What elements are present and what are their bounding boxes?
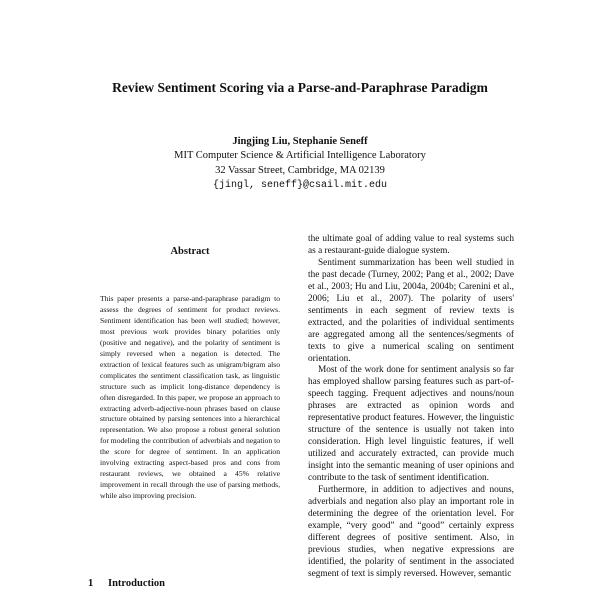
right-column-body [308,234,514,581]
introduction-heading [88,578,165,589]
author-email: {jingl, seneff}@csail.mit.edu [212,180,388,191]
paragraph-adverbials-negation: Furthermore, in addition to adjectives and nouns, adverbials and negation also play an important role in determining the degree of the orientation level. For example, “very good” and “good” certainly express different degrees of positive sentiment. Also, in previous studies, when negative expressions are identified, the polarity of sentiment in the associated segment of text is simply reversed. However, semantic [308,485,514,579]
paper-title: Review Sentiment Scoring via a Parse-and-Paraphrase Paradigm [112,80,488,95]
section-title: Introduction [108,578,165,589]
section-number: 1 [88,578,94,589]
paragraph-continuation: the ultimate goal of adding value to real systems such as a restaurant-guide dialogue system. [308,234,514,256]
abstract-heading: Abstract [170,246,210,257]
paragraph-sentiment-summarization: Sentiment summarization has been well studied in the past decade (Turney, 2002; Pang et al., 2002; Dave et al., 2003; Hu and Liu, 2004a, 2004b; Carenini et al., 2006; Liu et al., 2007). The polarity of users' sentiments in each segment of review texts is extracted, and the polarities of individual sentiments are aggregated among all the sentences/segments of texts to give a numerical scaling on sentiment orientation. [308,257,514,364]
affiliation-line-2: 32 Vassar Street, Cambridge, MA 02139 [215,165,385,176]
paragraph-shallow-parsing: Most of the work done for sentiment analysis so far has employed shallow parsing features such as part-of-speech tagging. Frequent adjectives and nouns/noun phrases are extracted as opinion words and representative product features. However, the linguistic structure of the sentence is usually not taken into consideration. High level linguistic features, if well utilized and accurately extracted, can provide much insight into the semantic meaning of user opinions and contribute to the task of sentiment identification. [308,365,514,484]
abstract-text: This paper presents a parse-and-paraphrase paradigm to assess the degrees of sentiment for product reviews. Sentiment identification has been well studied; however, most previous work provides binary polarities only (positive and negative), and the polarity of sentiment is simply reversed when a negation is detected. The extraction of lexical features such as unigram/bigram also complicates the sentiment classification task, as linguistic structure such as implicit long-distance dependency is often disregarded. In this paper, we propose an approach to extracting adverb-adjective-noun phrases based on clause structure obtained by parsing sentences into a hierarchical representation. We also propose a robust general solution for modeling the contribution of adverbials and negation to the score for degree of sentiment. In an application involving extracting aspect-based pros and cons from restaurant reviews, we obtained a 45% relative improvement in recall through the use of parsing methods, while also improving precision. [100,294,280,501]
affiliation-line-1: MIT Computer Science & Artificial Intelligence Laboratory [174,150,426,161]
author-names: Jingjing Liu, Stephanie Seneff [232,136,368,147]
